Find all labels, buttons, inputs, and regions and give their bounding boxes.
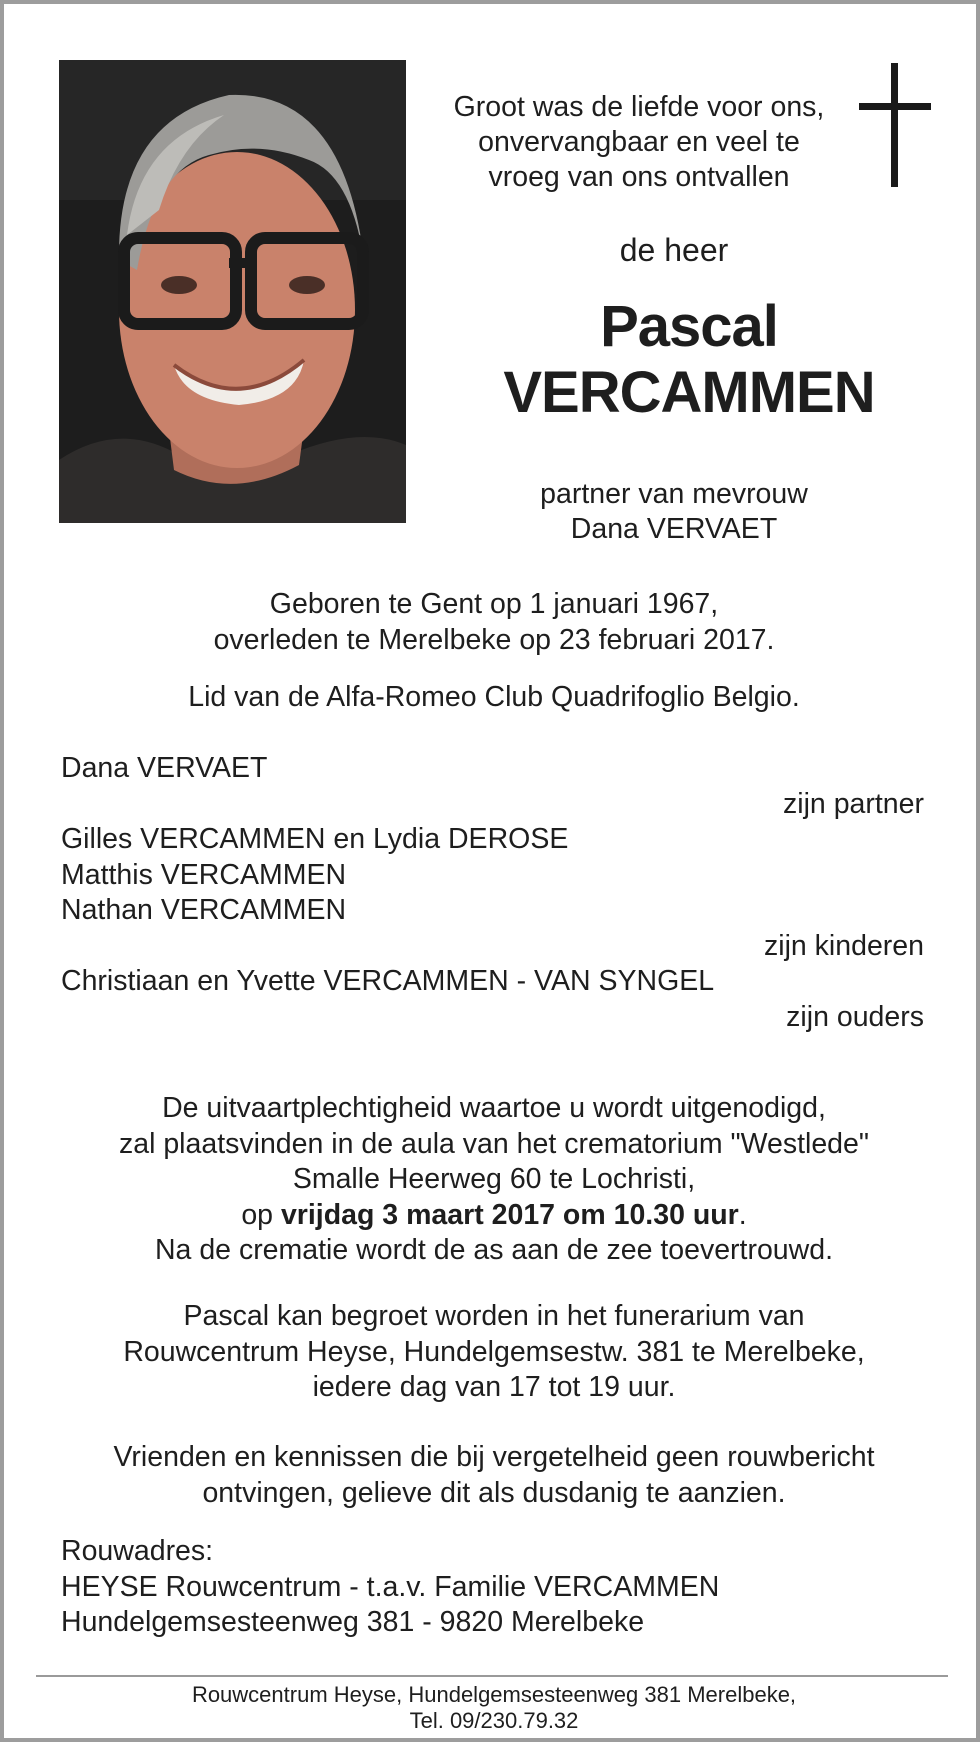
friends-notice xyxy=(4,1440,980,1511)
family-partner-name: Dana VERVAET xyxy=(61,752,268,784)
ceremony-date-prefix: op xyxy=(241,1198,281,1231)
partner-mention xyxy=(414,477,934,547)
portrait-illustration xyxy=(59,60,406,523)
ceremony-info xyxy=(4,1091,980,1269)
footer xyxy=(4,1682,980,1734)
ceremony-line: De uitvaartplechtigheid waartoe u wordt uitgenodigd, xyxy=(162,1092,826,1124)
portrait-photo xyxy=(59,60,406,523)
ceremony-line: Smalle Heerweg 60 te Lochristi, xyxy=(292,1163,696,1195)
died-line: overleden te Merelbeke op 23 februari 2017. xyxy=(213,624,775,656)
poem xyxy=(414,90,864,195)
visit-line: iedere dag van 17 tot 19 uur. xyxy=(312,1371,676,1403)
ceremony-date-suffix: . xyxy=(738,1198,747,1231)
birth-death-info xyxy=(4,586,980,658)
footer-line: Rouwcentrum Heyse, Hundelgemsesteenweg 381 Merelbeke, xyxy=(191,1682,797,1707)
friends-line: Vrienden en kennissen die bij vergetelheid geen rouwbericht xyxy=(113,1441,875,1473)
visit-line: Pascal kan begroet worden in het funerarium van xyxy=(183,1300,805,1332)
family-child: Nathan VERCAMMEN xyxy=(61,894,347,926)
cross-icon xyxy=(859,63,935,191)
born-line: Geboren te Gent op 1 januari 1967, xyxy=(269,588,719,620)
footer-divider xyxy=(36,1675,948,1677)
ceremony-line: Na de crematie wordt de as aan de zee toevertrouwd. xyxy=(154,1234,834,1266)
ceremony-date: vrijdag 3 maart 2017 om 10.30 uur xyxy=(280,1198,739,1231)
first-name: Pascal xyxy=(600,294,778,359)
family-parents: Christiaan en Yvette VERCAMMEN - VAN SYNGEL xyxy=(61,965,715,997)
poem-line: Groot was de liefde voor ons, xyxy=(453,91,825,123)
address-line: Hundelgemsesteenweg 381 - 9820 Merelbeke xyxy=(61,1606,645,1638)
family-list xyxy=(61,751,924,1035)
address-heading: Rouwadres: xyxy=(61,1535,214,1567)
ceremony-date-line xyxy=(4,1198,980,1234)
deceased-name xyxy=(414,294,964,426)
last-name: VERCAMMEN xyxy=(503,360,875,425)
poem-line: onvervangbaar en veel te xyxy=(478,126,800,158)
membership-line: Lid van de Alfa-Romeo Club Quadrifoglio Belgio. xyxy=(188,681,800,713)
family-parents-role: zijn ouders xyxy=(786,1000,924,1033)
family-partner-role: zijn partner xyxy=(783,787,924,820)
footer-phone: Tel. 09/230.79.32 xyxy=(409,1708,579,1733)
visit-line: Rouwcentrum Heyse, Hundelgemsestw. 381 te Merelbeke, xyxy=(123,1335,865,1368)
family-children-role: zijn kinderen xyxy=(763,929,924,962)
partner-line: partner van mevrouw xyxy=(540,478,808,510)
address-line: HEYSE Rouwcentrum - t.a.v. Familie VERCAMMEN xyxy=(61,1570,720,1603)
visitation-info xyxy=(4,1299,980,1406)
ceremony-line: zal plaatsvinden in de aula van het crematorium "Westlede" xyxy=(118,1127,870,1160)
family-child: Matthis VERCAMMEN xyxy=(61,858,347,891)
poem-line: vroeg van ons ontvallen xyxy=(488,161,790,193)
mourning-address xyxy=(61,1534,941,1641)
friends-line: ontvingen, gelieve dit als dusdanig te aanzien. xyxy=(202,1476,786,1509)
family-child: Gilles VERCAMMEN en Lydia DEROSE xyxy=(61,823,569,855)
honorific: de heer xyxy=(619,232,729,268)
partner-line: Dana VERVAET xyxy=(570,513,778,545)
